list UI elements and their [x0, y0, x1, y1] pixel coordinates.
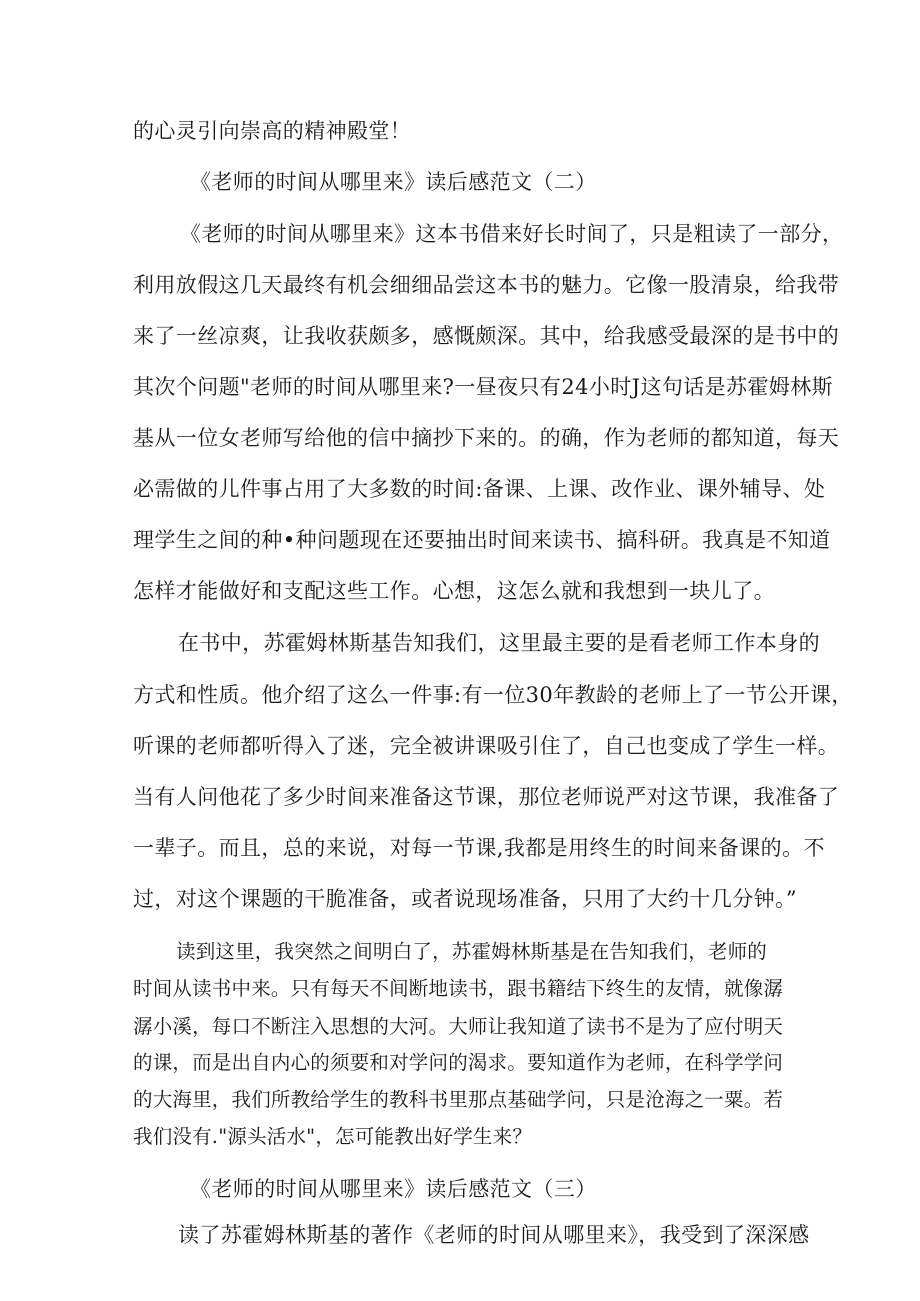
text-line: 来了一丝凉爽，让我收获颇多，感慨颇深。其中，给我感受最深的是书中的	[133, 324, 840, 348]
text-line: 理学生之间的种•种问题现在还要抽出时间来读书、搞科研。我真是不知道	[133, 528, 831, 552]
text-line: 怎样才能做好和支配这些工作。心想，这怎么就和我想到一块儿了。	[133, 579, 775, 603]
text-line: 读了苏霍姆林斯基的著作《老师的时间从哪里来》，我受到了深深感	[178, 1223, 810, 1247]
text-line: 在书中，苏霍姆林斯基告知我们，这里最主要的是看老师工作本身的	[178, 631, 820, 655]
text-line: 方式和性质。他介绍了这么一件事:有一位30年教龄的老师上了一节公开课，	[133, 683, 853, 707]
text-line: 一辈子。而且，总的来说，对每一节课,我都是用终生的时间来备课的。不	[133, 836, 825, 860]
text-line: 的大海里，我们所教给学生的教科书里那点基础学问，只是沧海之一粟。若	[133, 1088, 784, 1111]
text-line: 读到这里，我突然之间明白了，苏霍姆林斯基是在告知我们，老师的	[176, 940, 768, 963]
text-line: 基从一位女老师写给他的信中摘抄下来的。的确，作为老师的都知道，每天	[133, 426, 840, 450]
text-line: 的课，而是出自内心的须要和对学问的渴求。要知道作为老师，在科学学问	[133, 1051, 784, 1074]
heading-text: 《老师的时间从哪里来》读后感范文（二）	[190, 170, 597, 194]
text-line: 我们没有."源头活水"，怎可能教出好学生来？	[133, 1125, 533, 1148]
text-line: 利用放假这几天最终有机会细细品尝这本书的魅力。它像一股清泉，给我带	[133, 273, 840, 297]
text-line: 潺小溪，每口不断注入思想的大河。大师让我知道了读书不是为了应付明天	[133, 1015, 784, 1038]
text-line: 当有人问他花了多少时间来准备这节课，那位老师说严对这节课，我准备了	[133, 785, 840, 809]
text-line: 听课的老师都听得入了迷，完全被讲课吸引住了，自己也变成了学生一样。	[133, 734, 840, 758]
text-line: 《老师的时间从哪里来》这本书借来好长时间了，只是粗读了一部分，	[180, 222, 844, 246]
text-line: 过，对这个课题的干脆准备，或者说现场准备，只用了大约十几分钟。”	[133, 887, 798, 911]
text-line: 时间从读书中来。只有每天不间断地读书，跟书籍结下终生的友情，就像潺	[133, 977, 784, 1000]
text-line: 必需做的儿件事占用了大多数的时间:备课、上课、改作业、课外辅导、处	[133, 477, 826, 501]
text-line: 的心灵引向崇高的精神殿堂！	[133, 119, 412, 143]
heading-text: 《老师的时间从哪里来》读后感范文（三）	[190, 1177, 597, 1201]
text-line: 其次个问题"老师的时间从哪里来?一昼夜只有24小时J这句话是苏霍姆林斯	[133, 375, 834, 399]
